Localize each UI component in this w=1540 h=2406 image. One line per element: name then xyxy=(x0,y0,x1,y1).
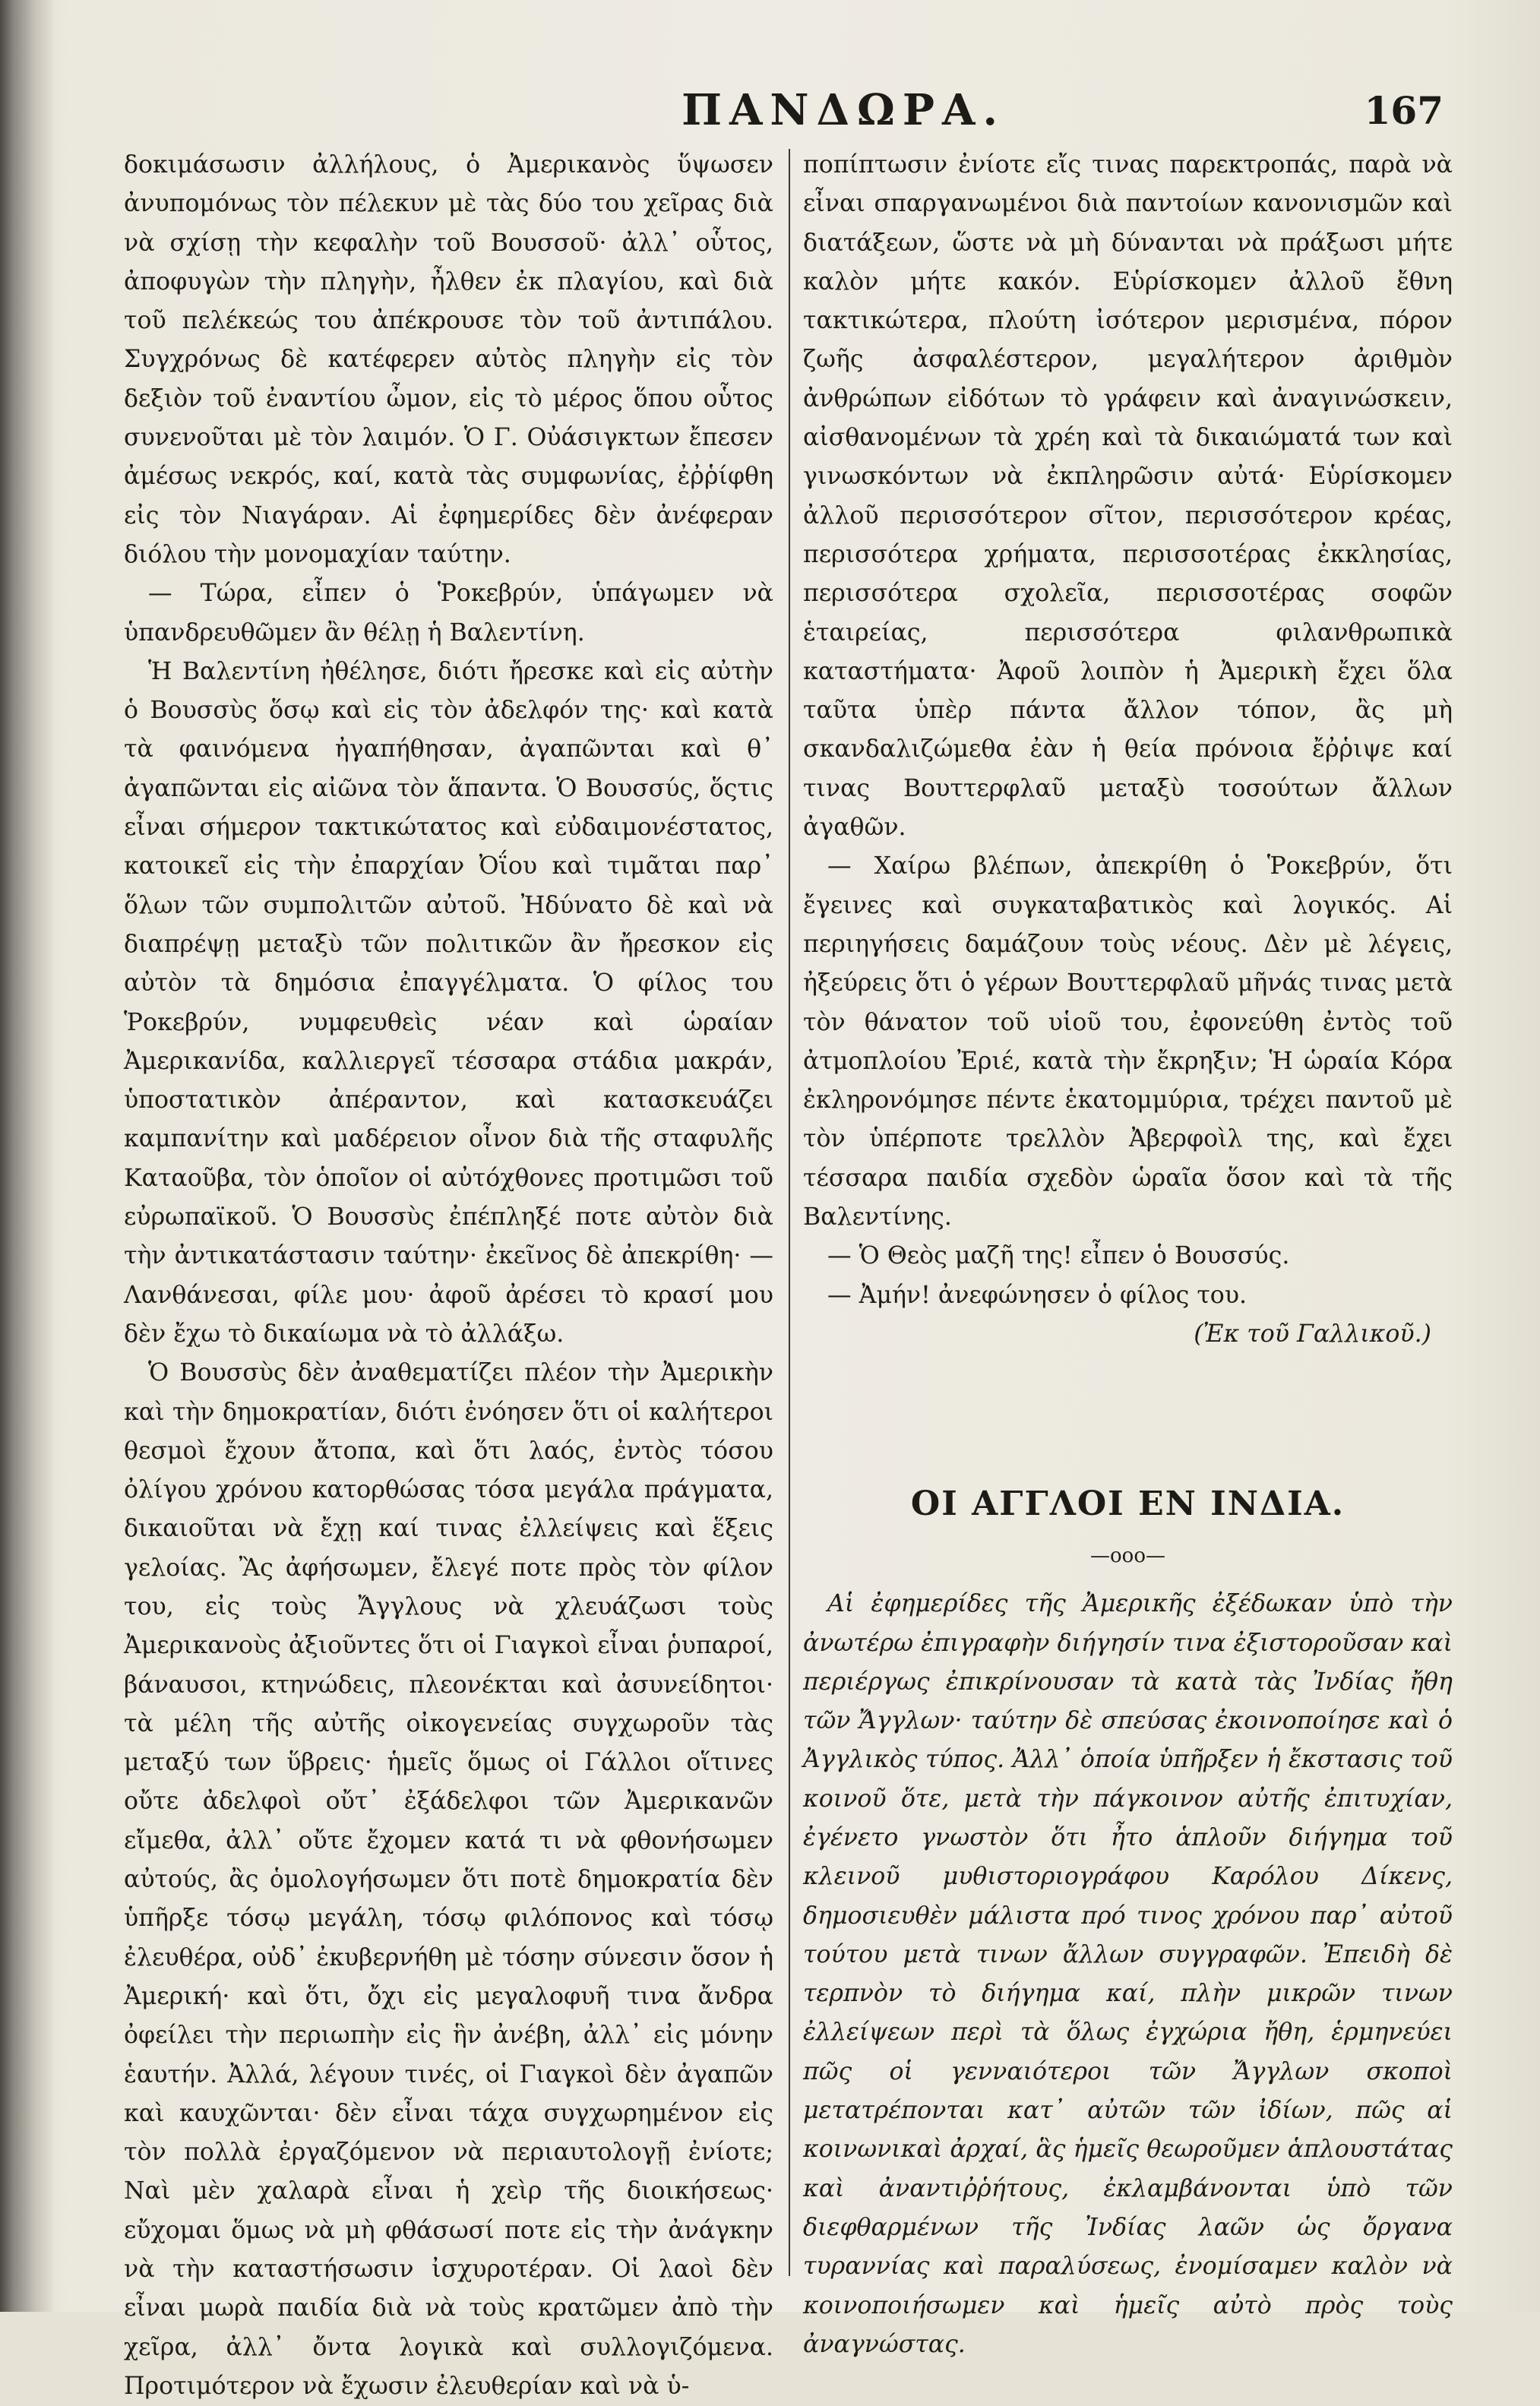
paragraph: δοκιμάσωσιν ἀλλήλους, ὁ Ἀμερικανὸς ὕψωσεν ἀνυπομόνως τὸν πέλεκυν μὲ τὰς δύο του χεῖρας διὰ νὰ σχίσῃ τὴν κεφαλὴν τοῦ Βουσσοῦ· ἀλλ᾽ οὗτος, ἀποφυγὼν τὴν πληγὴν, ἦλθεν ἐκ πλαγίου, καὶ διὰ τοῦ πελέκεώς του ἀπέκρουσε τὸν τοῦ ἀντιπάλου. Συγχρόνως δὲ κατέφερεν αὐτὸς πληγὴν εἰς τὸν δεξιὸν τοῦ ἐναντίου ὦμον, εἰς τὸ μέρος ὅπου οὗτος συνενοῦται μὲ τὸν λαιμόν. Ὁ Γ. Οὐάσιγκτων ἔπεσεν ἀμέσως νεκρός, καί, κατὰ τὰς συμφωνίας, ἐῤῥίφθη εἰς τὸν Νιαγάραν. Αἱ ἐφημερίδες δὲν ἀνέφεραν διόλου τὴν μονομαχίαν ταύτην. xyxy=(124,151,773,568)
paragraph: Ἡ Βαλεντίνη ἠθέλησε, διότι ἤρεσκε καὶ εἰς αὐτὴν ὁ Βουσσὺς ὅσῳ καὶ εἰς τὸν ἀδελφόν της· καὶ κατὰ τὰ φαινόμενα ἠγαπήθησαν, ἀγαπῶνται καὶ θ᾽ ἀγαπῶνται εἰς αἰῶνα τὸν ἅπαντα. Ὁ Βουσσύς, ὅςτις εἶναι σήμερον τακτικώτατος καὶ εὐδαιμονέστατος, κατοικεῖ εἰς τὴν ἐπαρχίαν Ὀΐου καὶ τιμᾶται παρ᾽ ὅλων τῶν συμπολιτῶν αὐτοῦ. Ἠδύνατο δὲ καὶ νὰ διαπρέψῃ μεταξὺ τῶν πολιτικῶν ἂν ἤρεσκον εἰς αὐτὸν τὰ δημόσια ἐπαγγέλματα. Ὁ φίλος του Ῥοκεβρύν, νυμφευθεὶς νέαν καὶ ὡραίαν Ἀμερικανίδα, καλλιεργεῖ τέσσαρα στάδια μακράν, ὑποστατικὸν ἀπέραντον, καὶ κατασκευάζει καμπανίτην καὶ μαδέρειον οἶνον διὰ τῆς σταφυλῆς Καταοῦβα, τὸν ὁποῖον οἱ αὐτόχθονες προτιμῶσι τοῦ εὐρωπαϊκοῦ. Ὁ Βουσσὺς ἐπέπληξέ ποτε αὐτὸν διὰ τὴν ἀντικατάστασιν ταύτην· ἐκεῖνος δὲ ἀπεκρίθη· — Λανθάνεσαι, φίλε μου· ἀφοῦ ἀρέσει τὸ κρασί μου δὲν ἔχω τὸ δικαίωμα νὰ τὸ ἀλλάξω. xyxy=(124,657,773,1348)
column-divider xyxy=(789,149,790,2276)
right-column xyxy=(803,146,1453,2358)
article-title: ΟΙ ΑΓΓΛΟΙ ΕΝ ΙΝΔΙΑ. xyxy=(910,1484,1346,1524)
running-title: ΠΑΝΔΩΡΑ. xyxy=(681,85,1005,135)
paragraph: ποπίπτωσιν ἐνίοτε εἴς τινας παρεκτροπάς, παρὰ νὰ εἶναι σπαργανωμένοι διὰ παντοίων κανονισμῶν καὶ διατάξεων, ὥστε νὰ μὴ δύνανται νὰ πράξωσι μήτε καλὸν μήτε κακόν. Εὑρίσκομεν ἀλλοῦ ἔθνη τακτικώτερα, πλούτη ἰσότερον μερισμένα, πόρον ζωῆς ἀσφαλέστερον, μεγαλήτερον ἀριθμὸν ἀνθρώπων εἰδότων τὸ γράφειν καὶ ἀναγινώσκειν, αἰσθανομένων τὰ χρέη καὶ τὰ δικαιώματά των καὶ γινωσκόντων νὰ ἐκπληρῶσιν αὐτά· Εὑρίσκομεν ἀλλοῦ περισσότερον σῖτον, περισσότερον κρέας, περισσότερα χρήματα, περισσοτέρας ἐκκλησίας, περισσότερα σχολεῖα, περισσοτέρας σοφῶν ἑταιρείας, περισσότερα φιλανθρωπικὰ καταστήματα· Ἀφοῦ λοιπὸν ἡ Ἀμερικὴ ἔχει ὅλα ταῦτα ὑπὲρ πάντα ἄλλον τόπον, ἂς μὴ σκανδαλιζώμεθα ἐὰν ἡ θεία πρόνοια ἔῤῥιψε καί τινας Βουττερφλαῦ μεταξὺ τοσούτων ἄλλων ἀγαθῶν. xyxy=(803,151,1453,842)
paragraph: — Χαίρω βλέπων, ἀπεκρίθη ὁ Ῥοκεβρύν, ὅτι ἔγεινες καὶ συγκαταβατικὸς καὶ λογικός. Αἱ περιηγήσεις δαμάζουν τοὺς νέους. Δὲν μὲ λέγεις, ἠξεύρεις ὅτι ὁ γέρων Βουττερφλαῦ μῆνάς τινας μετὰ τὸν θάνατον τοῦ υἱοῦ του, ἐφονεύθη ἐντὸς τοῦ ἀτμοπλοίου Ἐριέ, κατὰ τὴν ἔκρηξιν; Ἡ ὡραία Κόρα ἐκληρονόμησε πέντε ἑκατομμύρια, τρέχει παντοῦ μὲ τὸν ὑπέρποτε τρελλὸν Ἀβερφοὶλ της, καὶ ἔχει τέσσαρα παιδία σχεδὸν ὡραῖα ὅσον καὶ τὰ τῆς Βαλεντίνης. xyxy=(803,852,1453,1231)
paragraph: — Τώρα, εἶπεν ὁ Ῥοκεβρύν, ὑπάγωμεν νὰ ὑπανδρευθῶμεν ἂν θέλῃ ἡ Βαλεντίνη. xyxy=(124,580,773,647)
article-paragraph: Αἱ ἐφημερίδες τῆς Ἀμερικῆς ἐξέδωκαν ὑπὸ τὴν ἀνωτέρω ἐπιγραφὴν διήγησίν τινα ἐξιστοροῦσαν καὶ περιέργως ἐπικρίνουσαν τὰ κατὰ τὰς Ἰνδίας ἤθη τῶν Ἄγγλων· ταύτην δὲ σπεύσας ἐκοινοποίησε καὶ ὁ Ἀγγλικὸς τύπος. Ἀλλ᾽ ὁποία ὑπῆρξεν ἡ ἔκστασις τοῦ κοινοῦ ὅτε, μετὰ τὴν πάγκοινον αὐτῆς ἐπιτυχίαν, ἐγένετο γνωστὸν ὅτι ἦτο ἁπλοῦν διήγημα τοῦ κλεινοῦ μυθιστοριογράφου Καρόλου Δίκενς, δημοσιευθὲν μάλιστα πρό τινος χρόνου παρ᾽ αὐτοῦ τούτου μετὰ τινων ἄλλων συγγραφῶν. Ἐπειδὴ δὲ τερπνὸν τὸ διήγημα καί, πλὴν μικρῶν τινων ἐλλείψεων περὶ τὰ ὅλως ἐγχώρια ἤθη, ἑρμηνεύει πῶς οἱ γενναιότεροι τῶν Ἄγγλων σκοποὶ μετατρέπονται κατ᾽ αὐτῶν τῶν ἰδίων, πῶς αἱ κοινωνικαὶ ἀρχαί, ἃς ἡμεῖς θεωροῦμεν ἁπλουστάτας καὶ ἀναντιῤῥήτους, ἐκλαμβάνονται ὑπὸ τῶν διεφθαρμένων τῆς Ἰνδίας λαῶν ὡς ὄργανα τυραννίας καὶ παραλύσεως, ἐνομίσαμεν καλὸν νὰ κοινοποιήσωμεν καὶ ἡμεῖς αὐτὸ πρὸς τοὺς ἀναγνώστας. xyxy=(803,1590,1453,2358)
left-column xyxy=(124,146,773,2400)
title-ornament: —ooo— xyxy=(1090,1544,1165,1568)
binding-shadow xyxy=(0,0,55,2312)
paragraph: — Ἀμήν! ἀνεφώνησεν ὁ φίλος του. xyxy=(827,1281,1247,1309)
paragraph: Ὁ Βουσσὺς δὲν ἀναθεματίζει πλέον τὴν Ἀμερικὴν καὶ τὴν δημοκρατίαν, διότι ἐνόησεν ὅτι οἱ καλήτεροι θεσμοὶ ἔχουν ἄτοπα, καὶ ὅτι λαός, ἐντὸς τόσου ὀλίγου χρόνου κατορθώσας τόσα μεγάλα πράγματα, δικαιοῦται νὰ ἔχῃ καί τινας ἐλλείψεις καὶ ἕξεις γελοίας. Ἂς ἀφήσωμεν, ἔλεγέ ποτε πρὸς τὸν φίλον του, εἰς τοὺς Ἄγγλους νὰ χλευάζωσι τοὺς Ἀμερικανοὺς ἀξιοῦντες ὅτι οἱ Γιαγκοὶ εἶναι ῥυπαροί, βάναυσοι, κτηνώδεις, πλεονέκται καὶ ἀσυνείδητοι· τὰ μέλη τῆς αὐτῆς οἰκογενείας συγχωροῦν τὰς μεταξύ των ὕβρεις· ἡμεῖς ὅμως οἱ Γάλλοι οἵτινες οὔτε ἀδελφοὶ οὔτ᾽ ἐξάδελφοι τῶν Ἀμερικανῶν εἴμεθα, ἀλλ᾽ οὔτε ἔχομεν κατά τι νὰ φθονήσωμεν αὐτούς, ἂς ὁμολογήσωμεν ὅτι ποτὲ δημοκρατία δὲν ὑπῆρξε τόσῳ μεγάλη, τόσῳ φιλόπονος καὶ τόσῳ ἐλευθέρα, οὐδ᾽ ἐκυβερνήθη μὲ τόσην σύνεσιν ὅσον ἡ Ἀμερική· καὶ ὅτι, ὄχι εἰς μεγαλοφυῆ τινα ἄνδρα ὀφείλει τὴν περιωπὴν εἰς ἣν ἀνέβη, ἀλλ᾽ εἰς μόνην ἑαυτήν. Ἀλλά, λέγουν τινές, οἱ Γιαγκοὶ δὲν ἀγαπῶν καὶ καυχῶνται· δὲν εἶναι τάχα συγχωρημένον εἰς τὸν πολλὰ ἐργαζόμενον νὰ περιαυτολογῇ ἐνίοτε; Ναὶ μὲν χαλαρὰ εἶναι ἡ χεὶρ τῆς διοικήσεως· εὔχομαι ὅμως νὰ μὴ φθάσωσί ποτε εἰς τὴν ἀνάγκην νὰ τὴν καταστήσωσιν ἰσχυροτέραν. Οἱ λαοὶ δὲν εἶναι μωρὰ παιδία διὰ νὰ τοὺς κρατῶμεν ἀπὸ τὴν χεῖρα, ἀλλ᾽ ὄντα λογικὰ καὶ συλλογιζόμενα. Προτιμότερον νὰ ἔχωσιν ἐλευθερίαν καὶ νὰ ὑ- xyxy=(124,1359,773,2400)
paragraph: — Ὁ Θεὸς μαζῆ της! εἶπεν ὁ Βουσσύς. xyxy=(827,1242,1290,1270)
page-number: 167 xyxy=(1364,88,1444,133)
source-note: (Ἐκ τοῦ Γαλλικοῦ.) xyxy=(1194,1320,1431,1348)
